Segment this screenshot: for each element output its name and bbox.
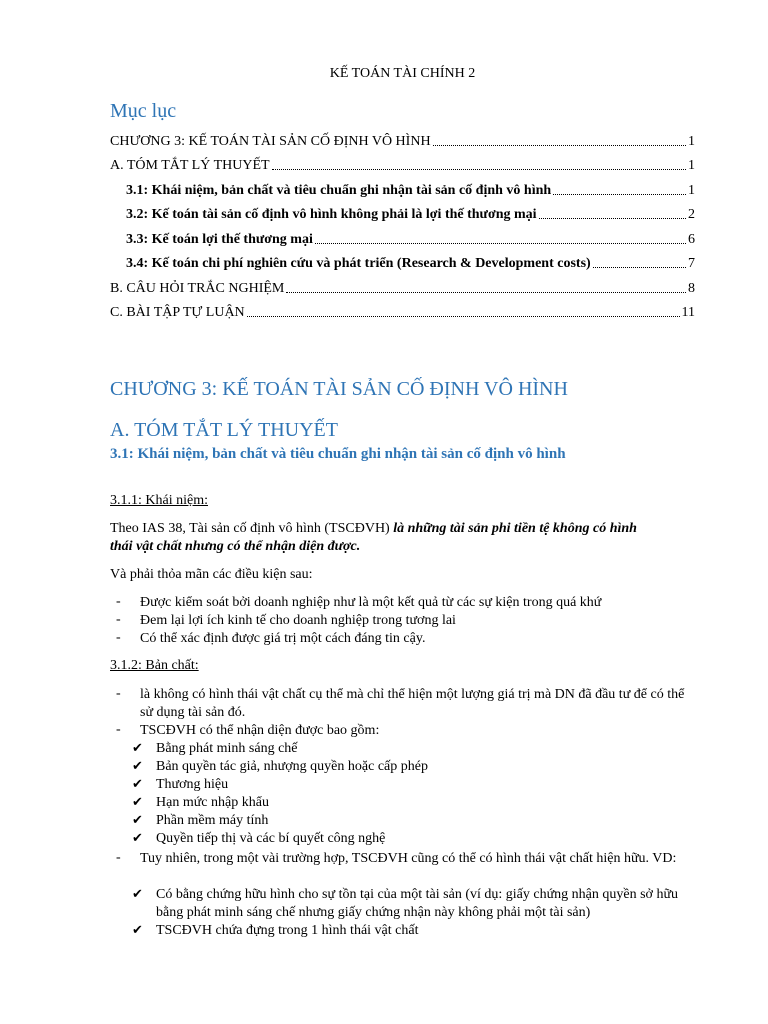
toc-entry-section-b[interactable]: B. CÂU HỎI TRẮC NGHIỆM 8 — [110, 280, 695, 296]
toc-entry-3-3[interactable]: 3.3: Kế toán lợi thế thương mại 6 — [126, 231, 695, 247]
conditions-intro: Và phải thỏa mãn các điều kiện sau: — [110, 567, 313, 582]
toc-entry-section-a[interactable]: A. TÓM TẮT LÝ THUYẾT 1 — [110, 158, 695, 173]
toc-entry-3-1[interactable]: 3.1: Khái niệm, bản chất và tiêu chuẩn ghi nhận tài sản cố định vô hình 1 — [126, 182, 695, 198]
toc-entry-chapter-3[interactable]: CHƯƠNG 3: KẾ TOÁN TÀI SẢN CỐ ĐỊNH VÔ HÌNH 1 — [110, 133, 695, 149]
document-title: KẾ TOÁN TÀI CHÍNH 2 — [329, 66, 476, 81]
toc-entry-3-2[interactable]: 3.2: Kế toán tài sản cố định vô hình không phải là lợi thế thương mại 2 — [126, 207, 695, 222]
toc-entry-section-c[interactable]: C. BÀI TẬP TỰ LUẬN 11 — [110, 305, 695, 320]
check-icon: ✔ — [132, 776, 143, 791]
definition-line-1: Theo IAS 38, Tài sản cố định vô hình (TSCĐVH) là những tài sản phi tiền tệ không có hình — [110, 521, 637, 536]
check-icon: ✔ — [132, 830, 143, 845]
subsection-3-1-2-title: 3.1.2: Bản chất: — [110, 658, 199, 673]
check-icon: ✔ — [132, 922, 143, 937]
table-of-contents — [110, 125, 695, 321]
check-icon: ✔ — [132, 886, 143, 901]
check-icon: ✔ — [132, 758, 143, 773]
subsection-heading: 3.1: Khái niệm, bản chất và tiêu chuẩn ghi nhận tài sản cố định vô hình — [110, 446, 566, 462]
toc-entry-3-4[interactable]: 3.4: Kế toán chi phí nghiên cứu và phát triển (Research & Development costs) 7 — [126, 256, 695, 271]
check-icon: ✔ — [132, 812, 143, 827]
section-heading: A. TÓM TẮT LÝ THUYẾT — [110, 419, 338, 441]
check-icon: ✔ — [132, 794, 143, 809]
chapter-heading: CHƯƠNG 3: KẾ TOÁN TÀI SẢN CỐ ĐỊNH VÔ HÌNH — [110, 378, 568, 400]
check-icon: ✔ — [132, 740, 143, 755]
definition-line-2: thái vật chất nhưng có thể nhận diện được. — [110, 539, 361, 554]
subsection-3-1-1-title: 3.1.1: Khái niệm: — [110, 493, 208, 508]
toc-heading: Mục lục — [110, 100, 177, 122]
